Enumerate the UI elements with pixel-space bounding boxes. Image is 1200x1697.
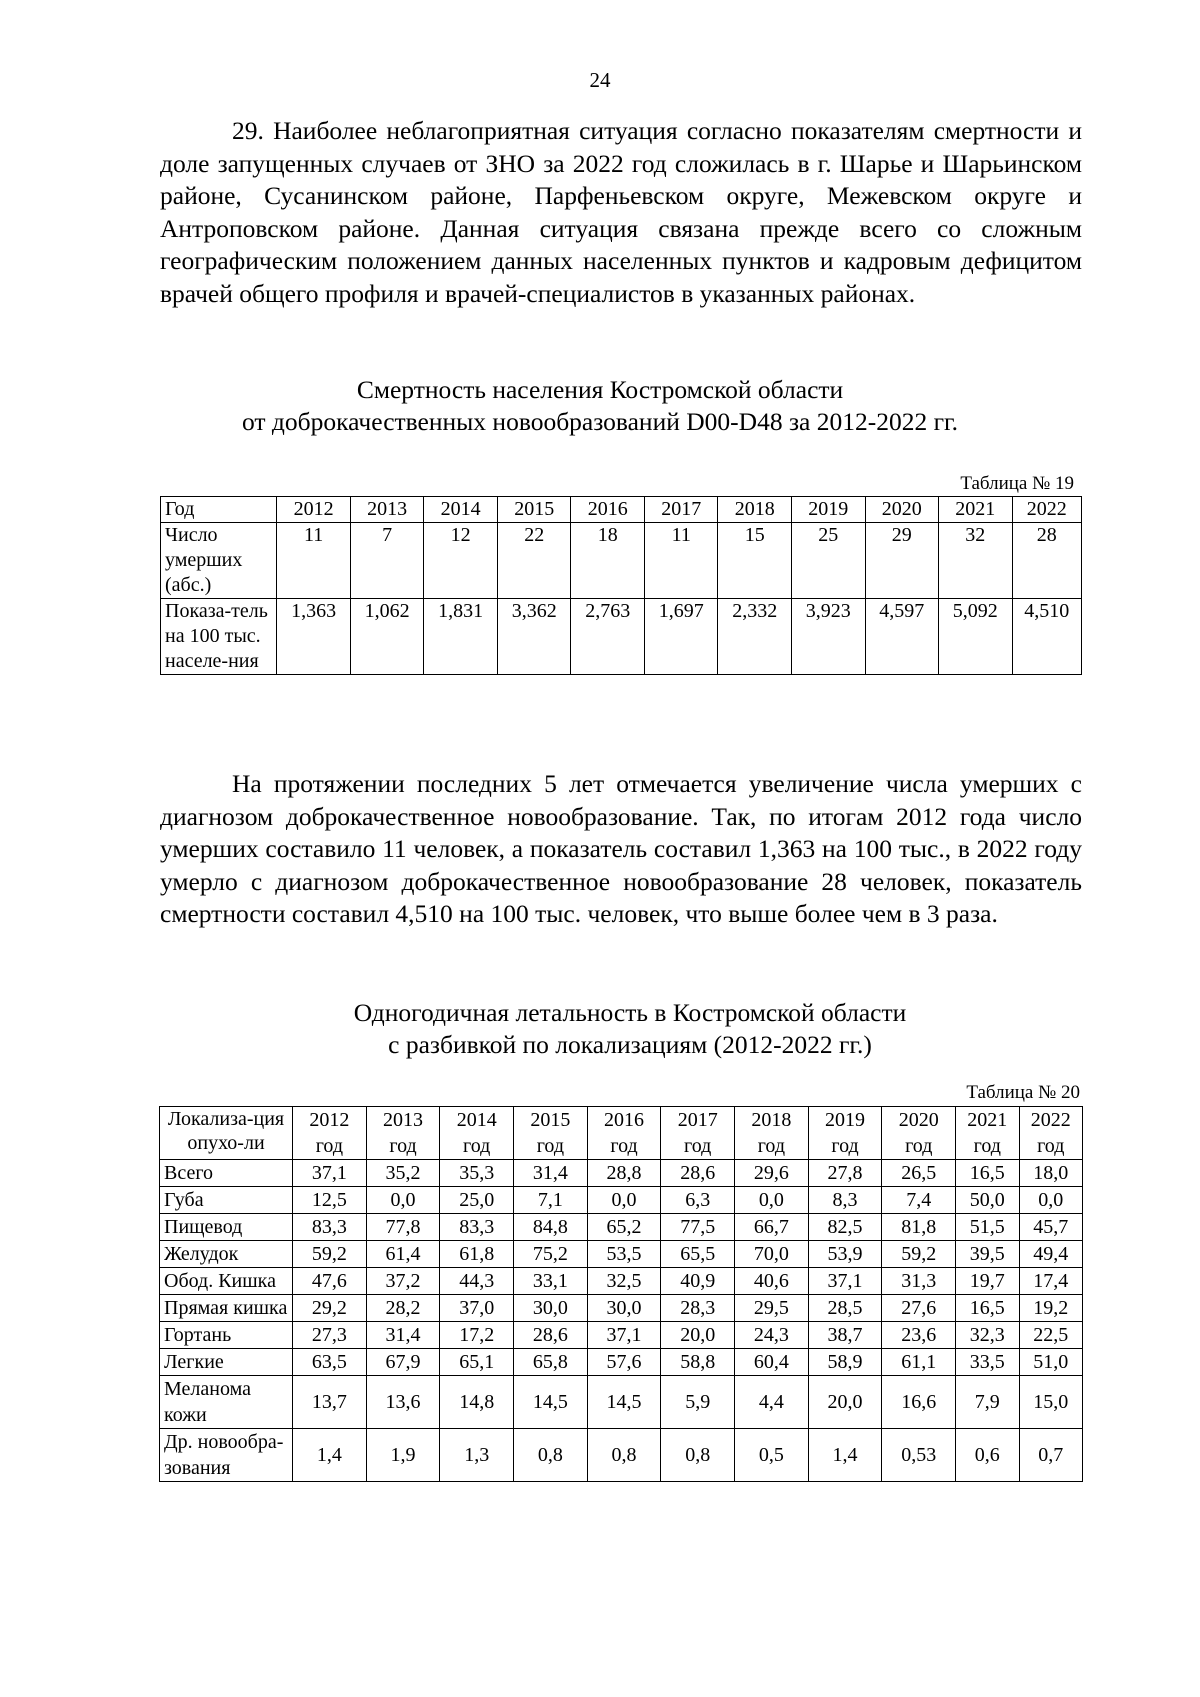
lethality-cell: 37,0 <box>440 1295 514 1322</box>
table20-caption-line2: с разбивкой по локализациям (2012-2022 гг.) <box>388 1030 872 1059</box>
rate-cell: 4,597 <box>865 599 939 675</box>
lethality-cell: 77,5 <box>661 1214 735 1241</box>
lethality-cell: 47,6 <box>293 1268 367 1295</box>
lethality-cell: 75,2 <box>514 1241 588 1268</box>
year-cell: 2022 <box>1012 497 1081 523</box>
lethality-cell: 22,5 <box>1019 1322 1083 1349</box>
lethality-cell: 37,1 <box>293 1160 367 1187</box>
lethality-cell: 14,8 <box>440 1376 514 1429</box>
paragraph-2: На протяжении последних 5 лет отмечается увеличение числа умерших с диагнозом доброкачественное новообразование. Так, по итогам 2012 года число умерших составило 11 человек, а показатель составил 1,363 на 100 тыс., в 2022 году умерло с диагнозом доброкачественное новообразование 28 человек, показатель смертности составил 4,510 на 100 тыс. человек, что выше более чем в 3 раза. <box>160 769 1082 928</box>
lethality-cell: 0,5 <box>735 1429 809 1482</box>
lethality-cell: 60,4 <box>735 1349 809 1376</box>
rate-cell: 1,062 <box>350 599 424 675</box>
lethality-cell: 0,53 <box>882 1429 956 1482</box>
lethality-cell: 27,6 <box>882 1295 956 1322</box>
table-row <box>160 1268 1083 1295</box>
paragraph-1: 29. Наиболее неблагоприятная ситуация согласно показателям смертности и доле запущенных случаев от ЗНО за 2022 год сложилась в г. Шарье и Шарьинском районе, Сусанинском районе, Парфеньевском округе, Межевском округе и Антроповском районе. Данная ситуация связана прежде всего со сложным географическим положением данных населенных пунктов и кадровым дефицитом врачей общего профиля и врачей-специалистов в указанных районах. <box>160 116 1082 308</box>
table-row <box>161 523 1082 599</box>
lethality-cell: 27,8 <box>808 1160 882 1187</box>
lethality-cell: 0,6 <box>956 1429 1019 1482</box>
lethality-cell: 40,6 <box>735 1268 809 1295</box>
lethality-cell: 30,0 <box>587 1295 661 1322</box>
rate-cell: 4,510 <box>1012 599 1081 675</box>
lethality-cell: 8,3 <box>808 1187 882 1214</box>
lethality-cell: 4,4 <box>735 1376 809 1429</box>
lethality-cell: 35,3 <box>440 1160 514 1187</box>
lethality-cell: 39,5 <box>956 1241 1019 1268</box>
lethality-cell: 19,7 <box>956 1268 1019 1295</box>
localization-label: Пищевод <box>160 1214 293 1241</box>
lethality-cell: 5,9 <box>661 1376 735 1429</box>
lethality-cell: 81,8 <box>882 1214 956 1241</box>
table19 <box>160 496 1082 675</box>
localization-header: Локализа-ция опухо-ли <box>160 1107 293 1160</box>
lethality-cell: 16,5 <box>956 1295 1019 1322</box>
lethality-cell: 17,2 <box>440 1322 514 1349</box>
lethality-cell: 35,2 <box>366 1160 440 1187</box>
year-cell: 2013 <box>350 497 424 523</box>
lethality-cell: 14,5 <box>587 1376 661 1429</box>
lethality-cell: 28,6 <box>514 1322 588 1349</box>
lethality-cell: 32,5 <box>587 1268 661 1295</box>
lethality-cell: 40,9 <box>661 1268 735 1295</box>
lethality-cell: 65,8 <box>514 1349 588 1376</box>
table-row <box>160 1376 1083 1429</box>
localization-label: Всего <box>160 1160 293 1187</box>
table-row <box>160 1349 1083 1376</box>
lethality-cell: 53,9 <box>808 1241 882 1268</box>
rate-cell: 2,763 <box>571 599 645 675</box>
lethality-cell: 0,0 <box>366 1187 440 1214</box>
rate-cell: 5,092 <box>939 599 1013 675</box>
year-cell: 2016 <box>571 497 645 523</box>
year-header-cell: 2012 год <box>293 1107 367 1160</box>
lethality-cell: 7,9 <box>956 1376 1019 1429</box>
lethality-cell: 28,2 <box>366 1295 440 1322</box>
lethality-cell: 77,8 <box>366 1214 440 1241</box>
lethality-cell: 31,4 <box>366 1322 440 1349</box>
table-row <box>160 1160 1083 1187</box>
lethality-cell: 61,4 <box>366 1241 440 1268</box>
lethality-cell: 84,8 <box>514 1214 588 1241</box>
rate-cell: 1,363 <box>277 599 351 675</box>
lethality-cell: 26,5 <box>882 1160 956 1187</box>
rate-cell: 3,923 <box>792 599 866 675</box>
deaths-cell: 11 <box>644 523 718 599</box>
lethality-cell: 44,3 <box>440 1268 514 1295</box>
year-cell: 2020 <box>865 497 939 523</box>
year-header-cell: 2018 год <box>735 1107 809 1160</box>
lethality-cell: 17,4 <box>1019 1268 1083 1295</box>
year-cell: 2012 <box>277 497 351 523</box>
lethality-cell: 28,3 <box>661 1295 735 1322</box>
lethality-cell: 1,9 <box>366 1429 440 1482</box>
lethality-cell: 37,1 <box>808 1268 882 1295</box>
lethality-cell: 51,5 <box>956 1214 1019 1241</box>
lethality-cell: 1,4 <box>808 1429 882 1482</box>
deaths-cell: 15 <box>718 523 792 599</box>
table-row <box>161 497 1082 523</box>
lethality-cell: 59,2 <box>882 1241 956 1268</box>
table19-caption <box>0 374 1200 438</box>
localization-label: Обод. Кишка <box>160 1268 293 1295</box>
lethality-cell: 7,4 <box>882 1187 956 1214</box>
localization-label: Гортань <box>160 1322 293 1349</box>
year-header-cell: 2016 год <box>587 1107 661 1160</box>
table-row <box>160 1187 1083 1214</box>
year-header-cell: 2019 год <box>808 1107 882 1160</box>
table20-caption <box>30 997 1200 1061</box>
deaths-cell: 7 <box>350 523 424 599</box>
lethality-cell: 67,9 <box>366 1349 440 1376</box>
year-header-cell: 2014 год <box>440 1107 514 1160</box>
lethality-cell: 0,0 <box>1019 1187 1083 1214</box>
lethality-cell: 28,6 <box>661 1160 735 1187</box>
table-row <box>160 1429 1083 1482</box>
lethality-cell: 37,2 <box>366 1268 440 1295</box>
year-cell: 2018 <box>718 497 792 523</box>
deaths-cell: 22 <box>497 523 571 599</box>
year-header-cell: 2022 год <box>1019 1107 1083 1160</box>
table20-label: Таблица № 20 <box>966 1082 1080 1103</box>
table19-caption-line2: от доброкачественных новообразований D00-D48 за 2012-2022 гг. <box>242 407 958 436</box>
localization-label: Желудок <box>160 1241 293 1268</box>
lethality-cell: 6,3 <box>661 1187 735 1214</box>
year-cell: 2021 <box>939 497 1013 523</box>
deaths-cell: 18 <box>571 523 645 599</box>
year-header-cell: 2021 год <box>956 1107 1019 1160</box>
lethality-cell: 0,8 <box>514 1429 588 1482</box>
lethality-cell: 51,0 <box>1019 1349 1083 1376</box>
table20 <box>159 1106 1083 1482</box>
localization-label: Легкие <box>160 1349 293 1376</box>
year-header: Год <box>161 497 277 523</box>
lethality-cell: 83,3 <box>440 1214 514 1241</box>
year-cell: 2015 <box>497 497 571 523</box>
lethality-cell: 1,3 <box>440 1429 514 1482</box>
deaths-cell: 25 <box>792 523 866 599</box>
lethality-cell: 28,8 <box>587 1160 661 1187</box>
lethality-cell: 59,2 <box>293 1241 367 1268</box>
lethality-cell: 16,6 <box>882 1376 956 1429</box>
lethality-cell: 82,5 <box>808 1214 882 1241</box>
deaths-cell: 12 <box>424 523 498 599</box>
lethality-cell: 1,4 <box>293 1429 367 1482</box>
lethality-cell: 20,0 <box>808 1376 882 1429</box>
lethality-cell: 63,5 <box>293 1349 367 1376</box>
lethality-cell: 32,3 <box>956 1322 1019 1349</box>
lethality-cell: 18,0 <box>1019 1160 1083 1187</box>
lethality-cell: 31,4 <box>514 1160 588 1187</box>
lethality-cell: 15,0 <box>1019 1376 1083 1429</box>
lethality-cell: 12,5 <box>293 1187 367 1214</box>
table-row <box>160 1295 1083 1322</box>
lethality-cell: 50,0 <box>956 1187 1019 1214</box>
deaths-cell: 11 <box>277 523 351 599</box>
table-row <box>160 1322 1083 1349</box>
lethality-cell: 0,0 <box>735 1187 809 1214</box>
lethality-cell: 29,5 <box>735 1295 809 1322</box>
lethality-cell: 61,8 <box>440 1241 514 1268</box>
localization-label: Прямая кишка <box>160 1295 293 1322</box>
localization-label: Др. новообра-зования <box>160 1429 293 1482</box>
year-header-cell: 2015 год <box>514 1107 588 1160</box>
deaths-cell: 28 <box>1012 523 1081 599</box>
table-row <box>160 1214 1083 1241</box>
lethality-cell: 28,5 <box>808 1295 882 1322</box>
year-cell: 2017 <box>644 497 718 523</box>
lethality-cell: 19,2 <box>1019 1295 1083 1322</box>
table-row <box>160 1241 1083 1268</box>
rate-cell: 1,831 <box>424 599 498 675</box>
lethality-cell: 31,3 <box>882 1268 956 1295</box>
year-cell: 2014 <box>424 497 498 523</box>
lethality-cell: 7,1 <box>514 1187 588 1214</box>
table19-label: Таблица № 19 <box>960 473 1074 494</box>
lethality-cell: 14,5 <box>514 1376 588 1429</box>
lethality-cell: 33,1 <box>514 1268 588 1295</box>
lethality-cell: 57,6 <box>587 1349 661 1376</box>
lethality-cell: 20,0 <box>661 1322 735 1349</box>
lethality-cell: 61,1 <box>882 1349 956 1376</box>
lethality-cell: 65,5 <box>661 1241 735 1268</box>
table20-caption-line1: Одногодичная летальность в Костромской области <box>353 998 907 1027</box>
lethality-cell: 49,4 <box>1019 1241 1083 1268</box>
deaths-cell: 29 <box>865 523 939 599</box>
page-number: 24 <box>589 68 611 92</box>
row-label-rate: Показа-тель на 100 тыс. населе-ния <box>161 599 277 675</box>
year-header-cell: 2017 год <box>661 1107 735 1160</box>
lethality-cell: 33,5 <box>956 1349 1019 1376</box>
rate-cell: 2,332 <box>718 599 792 675</box>
year-header-cell: 2020 год <box>882 1107 956 1160</box>
row-label-deaths: Число умерших (абс.) <box>161 523 277 599</box>
lethality-cell: 23,6 <box>882 1322 956 1349</box>
localization-label: Губа <box>160 1187 293 1214</box>
deaths-cell: 32 <box>939 523 1013 599</box>
lethality-cell: 0,7 <box>1019 1429 1083 1482</box>
lethality-cell: 29,6 <box>735 1160 809 1187</box>
lethality-cell: 65,2 <box>587 1214 661 1241</box>
lethality-cell: 45,7 <box>1019 1214 1083 1241</box>
lethality-cell: 58,9 <box>808 1349 882 1376</box>
lethality-cell: 53,5 <box>587 1241 661 1268</box>
lethality-cell: 0,8 <box>587 1429 661 1482</box>
lethality-cell: 30,0 <box>514 1295 588 1322</box>
table19-caption-line1: Смертность населения Костромской области <box>356 375 844 404</box>
lethality-cell: 70,0 <box>735 1241 809 1268</box>
lethality-cell: 16,5 <box>956 1160 1019 1187</box>
lethality-cell: 0,0 <box>587 1187 661 1214</box>
year-header-cell: 2013 год <box>366 1107 440 1160</box>
localization-label: Меланома кожи <box>160 1376 293 1429</box>
table-header-row <box>160 1107 1083 1160</box>
lethality-cell: 13,6 <box>366 1376 440 1429</box>
lethality-cell: 83,3 <box>293 1214 367 1241</box>
lethality-cell: 65,1 <box>440 1349 514 1376</box>
lethality-cell: 25,0 <box>440 1187 514 1214</box>
lethality-cell: 24,3 <box>735 1322 809 1349</box>
year-cell: 2019 <box>792 497 866 523</box>
table-row <box>161 599 1082 675</box>
lethality-cell: 37,1 <box>587 1322 661 1349</box>
lethality-cell: 27,3 <box>293 1322 367 1349</box>
lethality-cell: 58,8 <box>661 1349 735 1376</box>
lethality-cell: 38,7 <box>808 1322 882 1349</box>
lethality-cell: 29,2 <box>293 1295 367 1322</box>
lethality-cell: 13,7 <box>293 1376 367 1429</box>
lethality-cell: 0,8 <box>661 1429 735 1482</box>
rate-cell: 1,697 <box>644 599 718 675</box>
rate-cell: 3,362 <box>497 599 571 675</box>
lethality-cell: 66,7 <box>735 1214 809 1241</box>
